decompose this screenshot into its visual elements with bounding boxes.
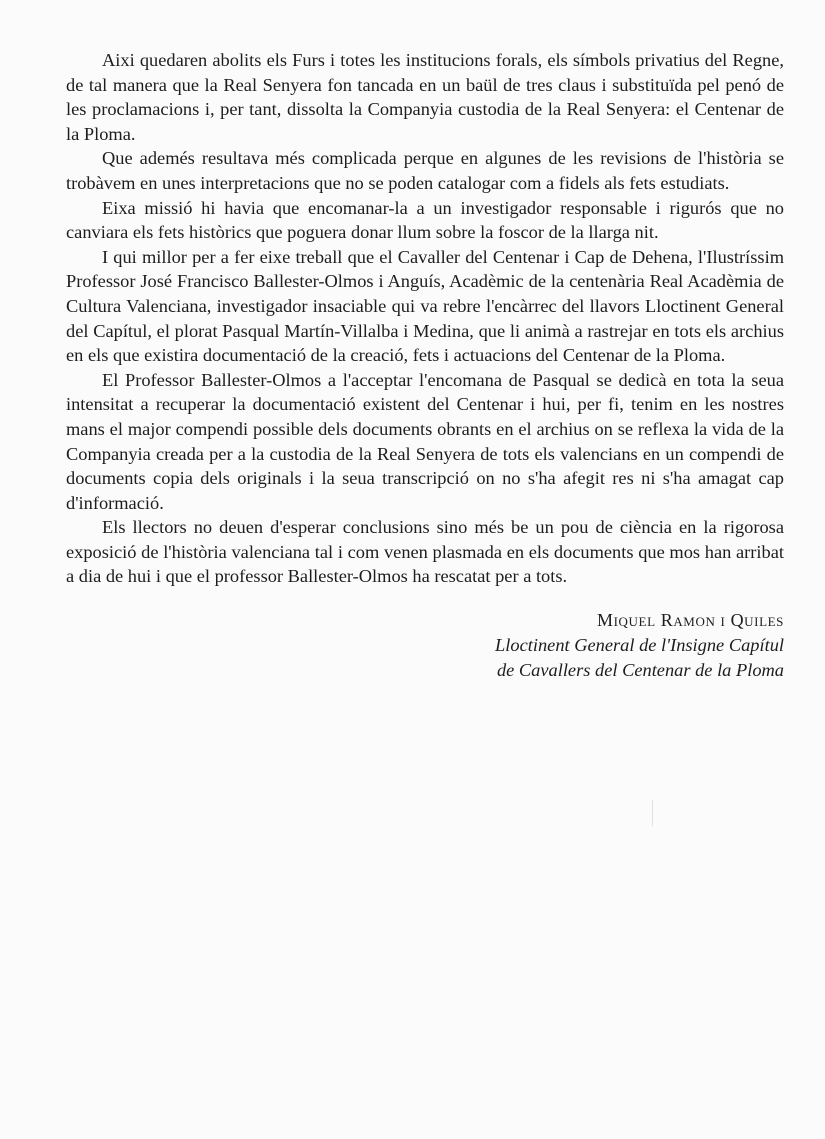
paragraph-3: Eixa missió hi havia que encomanar-la a un investigador responsable i rigurós que no canviara els fets històrics que poguera donar llum sobre la foscor de la llarga nit. — [66, 197, 784, 243]
paragraph-1: Aixi quedaren abolits els Furs i totes les institucions forals, els símbols privatius del Regne, de tal manera que la Real Senyera fon tancada en un baül de tres claus i substituïda pel penó de les proclamacions i, per tant, dissolta la Companyia custodia de la Real Senyera: el Centenar de la Ploma. — [66, 50, 784, 144]
paragraph-2: Que ademés resultava més complicada perque en algunes de les revisions de l'història se trobàvem en unes interpretacions que no se poden catalogar com a fidels als fets estudiats. — [66, 148, 784, 193]
signature-block — [66, 608, 784, 683]
paragraph-5: El Professor Ballester-Olmos a l'acceptar l'encomana de Pasqual se dedicà en tota la seua intensitat a recuperar la documentació existent del Centenar i hui, per fi, tenim en les nostres mans el major compendi possible dels documents obrants en el archius on se reflexa la vida de la Companyia creada per a la custodia de la Real Senyera de tots els valencians en un compendi de documents copia dels originals i la seua transcripció on no s'ha afegit res ni s'ha amagat cap d'informació. — [66, 369, 784, 513]
document-page — [66, 48, 784, 683]
signatory-name: Miquel Ramon i Quiles — [597, 610, 784, 631]
paragraph-6: Els llectors no deuen d'esperar conclusions sino més be un pou de ciència en la rigorosa exposició de l'història valenciana tal i com venen plasmada en els documents que mos han arribat a dia de hui i que el professor Ballester-Olmos ha rescatat per a tots. — [66, 517, 784, 587]
signatory-title-line-1: Lloctinent General de l'Insigne Capítul — [495, 635, 784, 656]
signatory-title-line-2: de Cavallers del Centenar de la Ploma — [496, 660, 784, 681]
scan-artifact — [652, 800, 653, 826]
paragraph-4: I qui millor per a fer eixe treball que el Cavaller del Centenar i Cap de Dehena, l'Ilustríssim Professor José Francisco Ballester-Olmos i Anguís, Acadèmic de la centenària Real Acadèmia de Cultura Valenciana, investigador insaciable qui va rebre l'encàrrec del llavors Lloctinent General del Capítul, el plorat Pasqual Martín-Villalba i Medina, que li animà a rastrejar en tots els archius en els que existira documentació de la creació, fets i actuacions del Centenar de la Ploma. — [66, 246, 784, 366]
